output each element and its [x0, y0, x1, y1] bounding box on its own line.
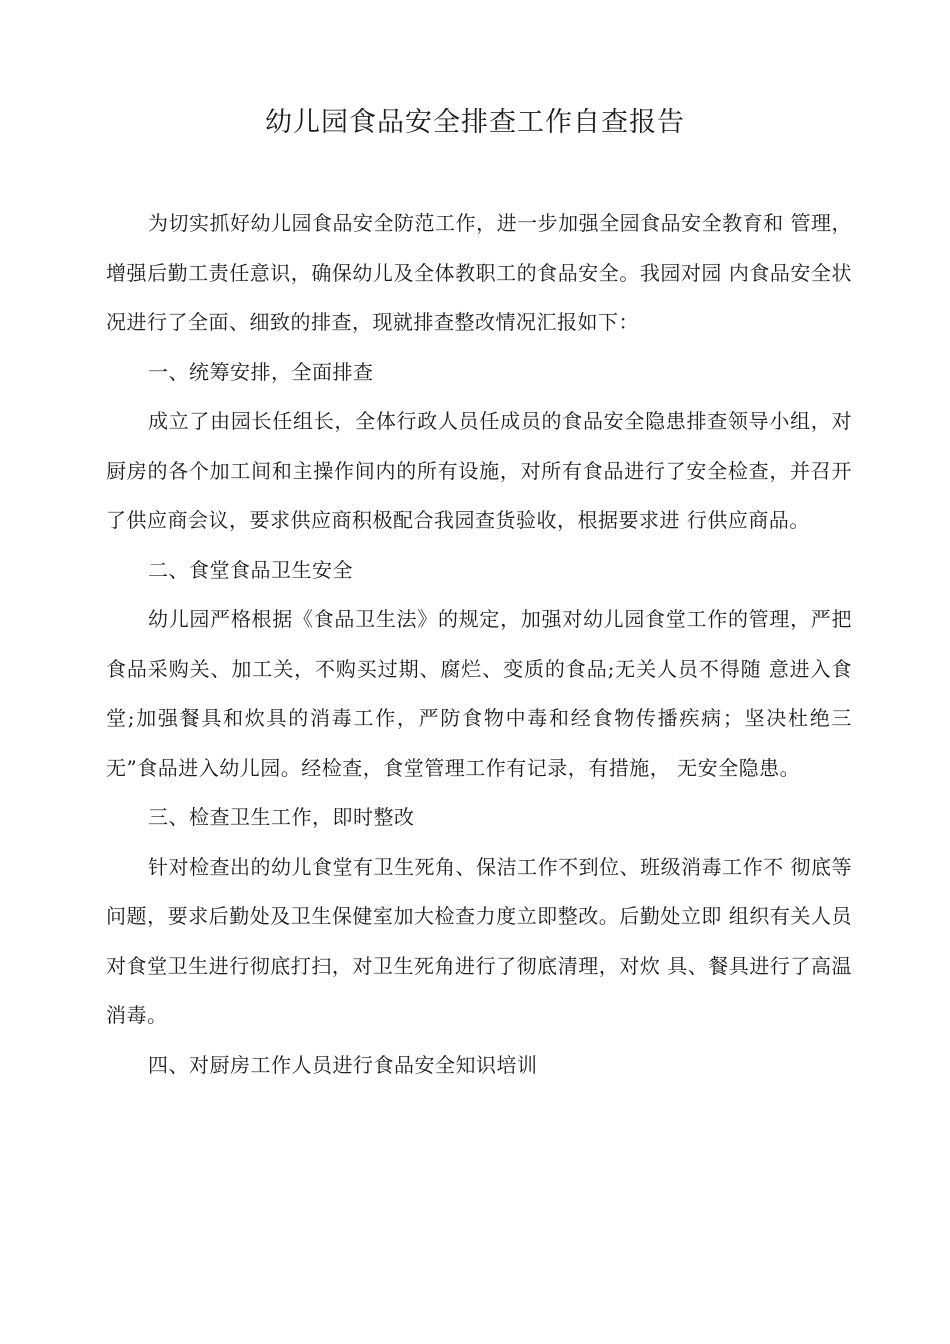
section-3-heading: 三、检查卫生工作，即时整改	[148, 805, 415, 829]
section-2-body: 幼儿园严格根据《食品卫生法》的规定，加强对幼儿园食堂工作的管理，严把食品采购关、加工关，不购买过期、腐烂、变质的食品;无关人员不得随 意进入食堂;加强餐具和炊具的消毒工作，严防食物中毒和经食物传播疾病；坚决杜绝三无”食品进入幼儿园。经检查，食堂管理工作有记录，有措施， 无安全隐患。	[106, 607, 852, 780]
intro-paragraph: 为切实抓好幼儿园食品安全防范工作，进一步加强全园食品安全教育和 管理，增强后勤工责任意识，确保幼儿及全体教职工的食品安全。我园对园 内食品安全状况进行了全面、细致的排查，现就排查整改情况汇报如下：	[106, 211, 852, 334]
section-1-heading: 一、统筹安排，全面排查	[148, 359, 374, 384]
section-4-heading: 四、对厨房工作人员进行食品安全知识培训	[148, 1052, 538, 1077]
document-body	[106, 199, 852, 1090]
section-2-heading: 二、食堂食品卫生安全	[148, 557, 353, 582]
document-title: 幼儿园食品安全排查工作自查报告	[265, 107, 685, 138]
section-1-body: 成立了由园长任组长，全体行政人员任成员的食品安全隐患排查领导小组，对厨房的各个加工间和主操作间内的所有设施，对所有食品进行了安全检查，并召开了供应商会议，要求供应商积极配合我园查货验收，根据要求进 行供应商品。	[106, 409, 852, 532]
section-3-body: 针对检查出的幼儿食堂有卫生死角、保洁工作不到位、班级消毒工作不 彻底等问题，要求后勤处及卫生保健室加大检查力度立即整改。后勤处立即 组织有关人员对食堂卫生进行彻底打扫，对卫生死角进行了彻底清理，对炊 具、餐具进行了高温消毒。	[106, 854, 852, 1027]
